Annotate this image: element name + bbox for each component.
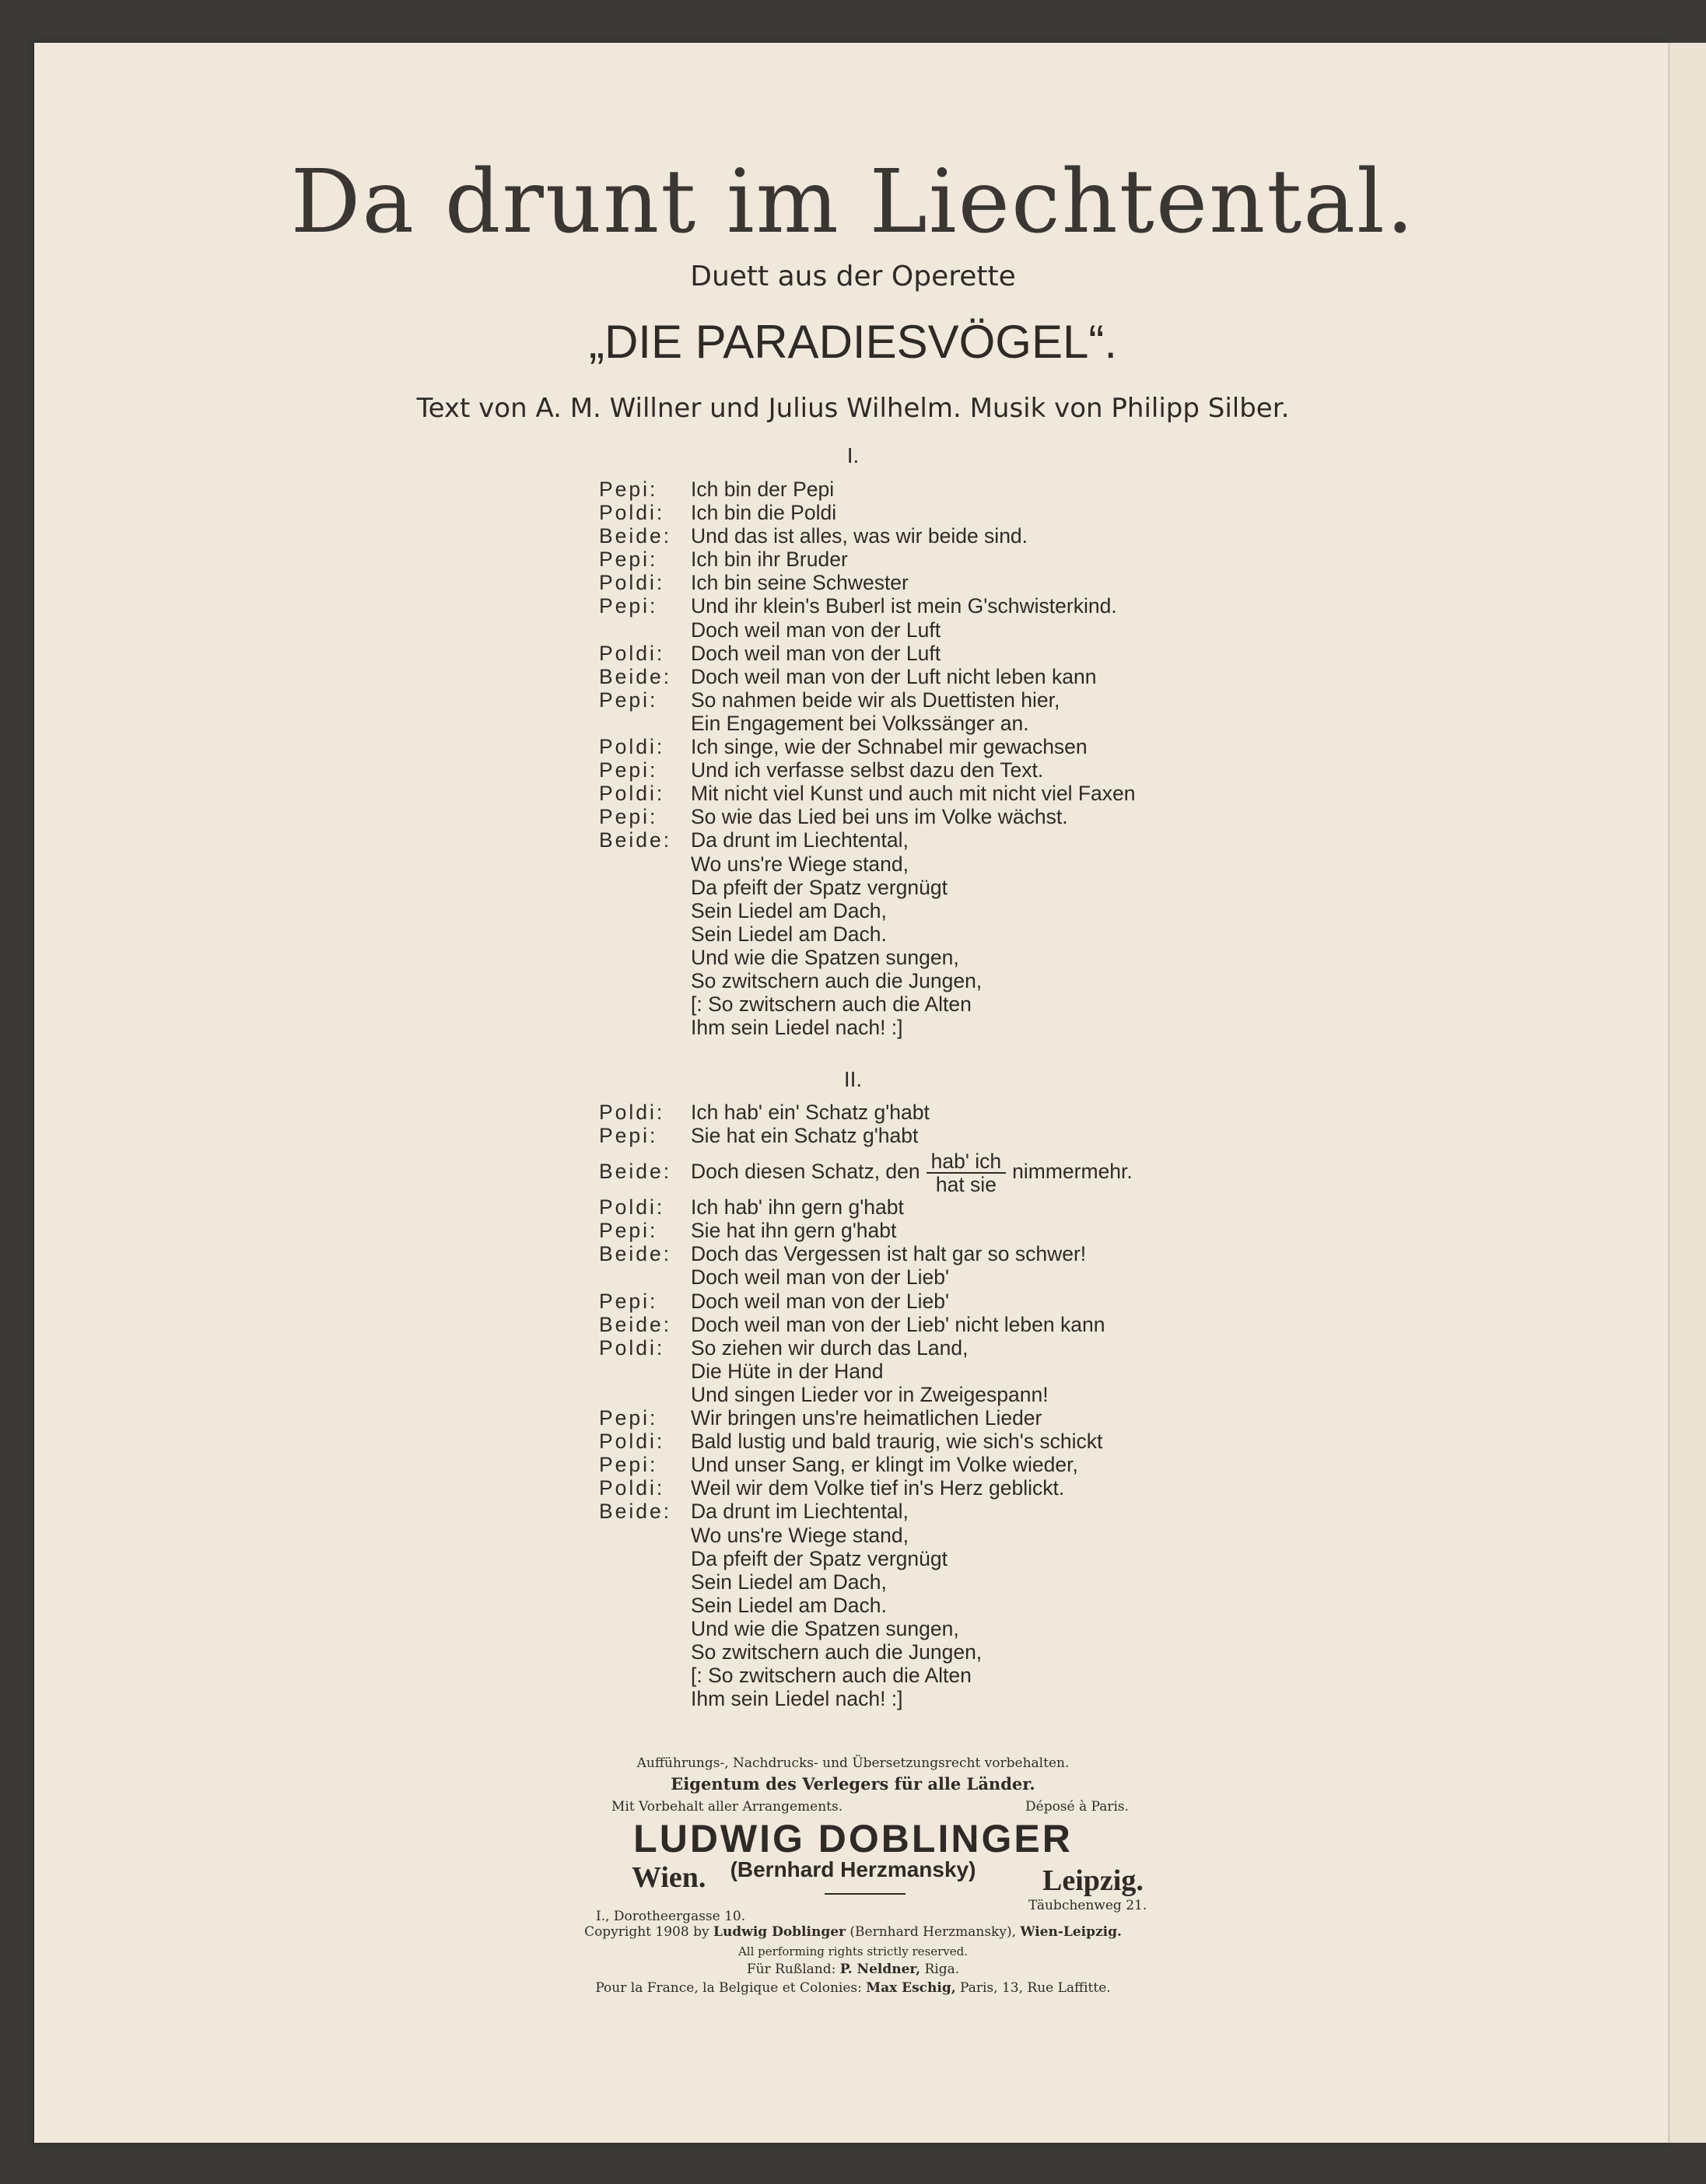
lyric-text: Doch weil man von der Lieb' nicht leben kann [691,1312,1105,1336]
france-agent: Max Eschig, [866,1980,956,1996]
lyric-text: Und ihr klein's Buberl ist mein G'schwisterkind. [691,594,1117,618]
speaker-label: Beide: [599,524,672,548]
speaker-label: Pepi: [599,548,658,572]
credits-line: Text von A. M. Willner und Julius Wilhelm. Musik von Philipp Silber. [416,393,1290,424]
speaker-label: Poldi: [599,1476,665,1500]
song-title: Da drunt im Liechtental. [290,152,1416,253]
city-right: Leipzig. [1042,1864,1144,1897]
speaker-label: Pepi: [599,1289,658,1313]
copyright-name: Ludwig Doblinger [713,1924,846,1940]
lyric-text: So zwitschern auch die Jungen, [691,968,983,992]
speaker-label: Beide: [599,664,672,688]
lyric-line-fraction [599,1147,1268,1195]
verse-1-number: I. [846,443,860,467]
lyric-text: So nahmen beide wir als Duettisten hier, [691,688,1060,712]
fraction-choice [927,1150,1007,1195]
lyric-text: Ihm sein Liedel nach! :] [691,1687,903,1711]
copyright-owner: (Bernhard Herzmansky), [849,1924,1016,1940]
lyric-text: So zwitschern auch die Jungen, [691,1640,983,1664]
lyric-line [599,1664,1268,1687]
lyric-line [599,1524,1268,1547]
lyric-line [599,524,1268,548]
lyric-line [599,1570,1268,1594]
lyric-text: Doch das Vergessen ist halt gar so schwer! [691,1242,1087,1266]
lyric-text: Doch weil man von der Luft nicht leben kann [691,664,1097,688]
lyric-line [599,782,1268,805]
arrangements-notice: Mit Vorbehalt aller Arrangements. [611,1799,843,1815]
russia-prefix: Für Rußland: [746,1962,836,1977]
lyric-text: [: So zwitschern auch die Alten [691,992,972,1017]
speaker-label: Poldi: [599,571,665,595]
lyric-line [599,1360,1268,1383]
lyric-text: Und unser Sang, er klingt im Volke wieder, [691,1453,1078,1477]
lyric-text: Ich bin der Pepi [691,478,835,501]
verse-2 [599,1101,1268,1710]
lyric-text: Ich hab' ein' Schatz g'habt [691,1101,930,1124]
copyright-prefix: Copyright 1908 by [584,1924,709,1940]
speaker-label: Poldi: [599,735,665,759]
lyric-line [599,1383,1268,1406]
publisher-name: LUDWIG DOBLINGER [633,1817,1073,1860]
france-prefix: Pour la France, la Belgique et Colonies: [595,1980,862,1996]
lyric-line [599,899,1268,922]
lyric-line [599,876,1268,899]
lyric-line [599,1016,1268,1039]
lyric-line [599,1313,1268,1336]
lyric-text: Sein Liedel am Dach, [691,898,887,922]
lyric-text: Ich hab' ihn gern g'habt [691,1195,904,1220]
speaker-label: Beide: [599,1500,672,1524]
speaker-label: Pepi: [599,1219,658,1243]
lyric-line [599,548,1268,571]
lyric-text: Doch weil man von der Luft [691,641,941,665]
lyric-line [599,618,1268,642]
lyric-text: [: So zwitschern auch die Alten [691,1664,972,1688]
lyric-text: Wir bringen uns're heimatlichen Lieder [691,1406,1042,1430]
separator-rule [825,1893,906,1895]
speaker-label: Pepi: [599,688,658,712]
property-notice: Eigentum des Verlegers für alle Länder. [671,1774,1035,1794]
verse-1 [599,478,1268,1039]
city-left: Wien. [632,1861,706,1894]
lyric-text: Sie hat ein Schatz g'habt [691,1124,919,1148]
lyric-text: Und wie die Spatzen sungen, [691,945,959,969]
lyric-line [599,712,1268,735]
lyric-text: Doch weil man von der Lieb' [691,1289,950,1313]
lyric-line [599,1265,1268,1289]
lyric-line [599,828,1268,852]
lyric-text: Doch diesen Schatz, den [691,1160,920,1184]
lyric-text: Und das ist alles, was wir beide sind. [691,524,1028,548]
speaker-label: Poldi: [599,1101,665,1124]
speaker-label: Pepi: [599,478,658,501]
france-line [0,1980,1706,1996]
lyric-line [599,478,1268,501]
lyric-line [599,1453,1268,1476]
lyric-line [599,922,1268,946]
lyric-line [599,1406,1268,1430]
address-left: I., Dorotheergasse 10. [596,1909,746,1924]
france-address: Paris, 13, Rue Laffitte. [960,1980,1111,1996]
speaker-label: Pepi: [599,758,658,782]
speaker-label: Beide: [599,1242,672,1266]
russia-agent: P. Neldner, [839,1962,921,1977]
lyric-text: Und ich verfasse selbst dazu den Text. [691,758,1044,782]
lyric-text: Ihm sein Liedel nach! :] [691,1016,903,1040]
lyric-line [599,1101,1268,1124]
lyric-line [599,1476,1268,1500]
fraction-bottom: hat sie [935,1173,997,1197]
speaker-label: Poldi: [599,782,665,806]
performing-rights: All performing rights strictly reserved. [737,1944,969,1958]
lyric-line [599,805,1268,828]
lyric-line [599,571,1268,594]
speaker-label: Pepi: [599,805,658,829]
lyric-line [599,992,1268,1016]
lyric-line [599,969,1268,992]
lyric-line [599,1430,1268,1453]
speaker-label: Poldi: [599,1195,665,1220]
lyric-text: Wo uns're Wiege stand, [691,852,909,876]
speaker-label: Pepi: [599,1406,658,1430]
speaker-label: Beide: [599,828,672,852]
lyric-text: nimmermehr. [1012,1160,1133,1184]
lyric-line [599,1687,1268,1710]
lyric-text: Wo uns're Wiege stand, [691,1523,909,1547]
lyric-text: Doch weil man von der Lieb' [691,1265,950,1290]
lyric-line [599,852,1268,876]
lyric-line [599,1124,1268,1147]
lyric-text: So wie das Lied bei uns im Volke wächst. [691,805,1068,829]
russia-line [0,1962,1706,1977]
lyric-text: Sein Liedel am Dach, [691,1570,887,1594]
speaker-label: Pepi: [599,594,658,618]
lyric-line [599,665,1268,688]
speaker-label: Poldi: [599,1430,665,1454]
speaker-label: Pepi: [599,1124,658,1148]
lyric-text: Mit nicht viel Kunst und auch mit nicht viel Faxen [691,782,1136,806]
lyric-text: Weil wir dem Volke tief in's Herz geblickt. [691,1476,1065,1500]
lyric-line [599,1195,1268,1219]
lyric-line [599,1290,1268,1313]
lyric-text: Doch weil man von der Luft [691,618,941,642]
lyric-text: Da drunt im Liechtental, [691,1500,909,1524]
lyric-text: Ich bin die Poldi [691,501,837,525]
rights-notice: Aufführungs-, Nachdrucks- und Übersetzungsrecht vorbehalten. [636,1755,1070,1771]
speaker-label: Pepi: [599,1453,658,1477]
lyric-text: Ein Engagement bei Volkssänger an. [691,711,1029,735]
speaker-label: Beide: [599,1312,672,1336]
subtitle: Duett aus der Operette [690,261,1016,292]
lyric-text: Ich bin ihr Bruder [691,548,848,572]
operetta-title: „DIE PARADIESVÖGEL“. [588,316,1118,368]
lyric-text: Sein Liedel am Dach. [691,1593,887,1617]
lyric-line [599,1594,1268,1617]
depose-notice: Déposé à Paris. [1025,1799,1130,1815]
lyric-text: Die Hüte in der Hand [691,1359,884,1383]
lyric-text: Sein Liedel am Dach. [691,922,887,946]
lyric-line [599,642,1268,665]
lyric-line [599,758,1268,782]
speaker-label: Poldi: [599,641,665,665]
lyric-text: Und wie die Spatzen sungen, [691,1616,959,1640]
lyric-text: Sie hat ihn gern g'habt [691,1219,897,1243]
lyric-text: Und singen Lieder vor in Zweigespann! [691,1382,1049,1406]
lyric-text: Da drunt im Liechtental, [691,828,909,852]
copyright-line [0,1924,1706,1940]
speaker-label: Beide: [599,1160,672,1184]
lyric-line [599,1617,1268,1640]
lyric-line [599,1640,1268,1664]
fraction-top: hab' ich [927,1150,1007,1174]
lyric-line [599,594,1268,618]
publisher-owner: (Bernhard Herzmansky) [730,1857,976,1881]
lyric-line [599,735,1268,758]
speaker-label: Poldi: [599,501,665,525]
lyric-text: Da pfeift der Spatz vergnügt [691,1546,948,1570]
lyric-line [599,1219,1268,1242]
lyric-text: Da pfeift der Spatz vergnügt [691,875,948,899]
lyric-text: Ich singe, wie der Schnabel mir gewachsen [691,735,1088,759]
lyric-line [599,1500,1268,1523]
lyric-line [599,688,1268,712]
lyric-text: Ich bin seine Schwester [691,571,909,595]
lyric-text: Bald lustig und bald traurig, wie sich's schickt [691,1430,1103,1454]
lyric-line [599,1336,1268,1360]
lyric-line [599,501,1268,524]
address-right: Täubchenweg 21. [1028,1898,1147,1913]
verse-2-number: II. [843,1067,863,1091]
copyright-cities: Wien-Leipzig. [1020,1924,1122,1940]
speaker-label: Poldi: [599,1335,665,1360]
lyric-line [599,1547,1268,1570]
lyric-line [599,1242,1268,1265]
russia-city: Riga. [924,1962,960,1977]
lyric-text: So ziehen wir durch das Land, [691,1335,969,1360]
lyric-line [599,946,1268,969]
